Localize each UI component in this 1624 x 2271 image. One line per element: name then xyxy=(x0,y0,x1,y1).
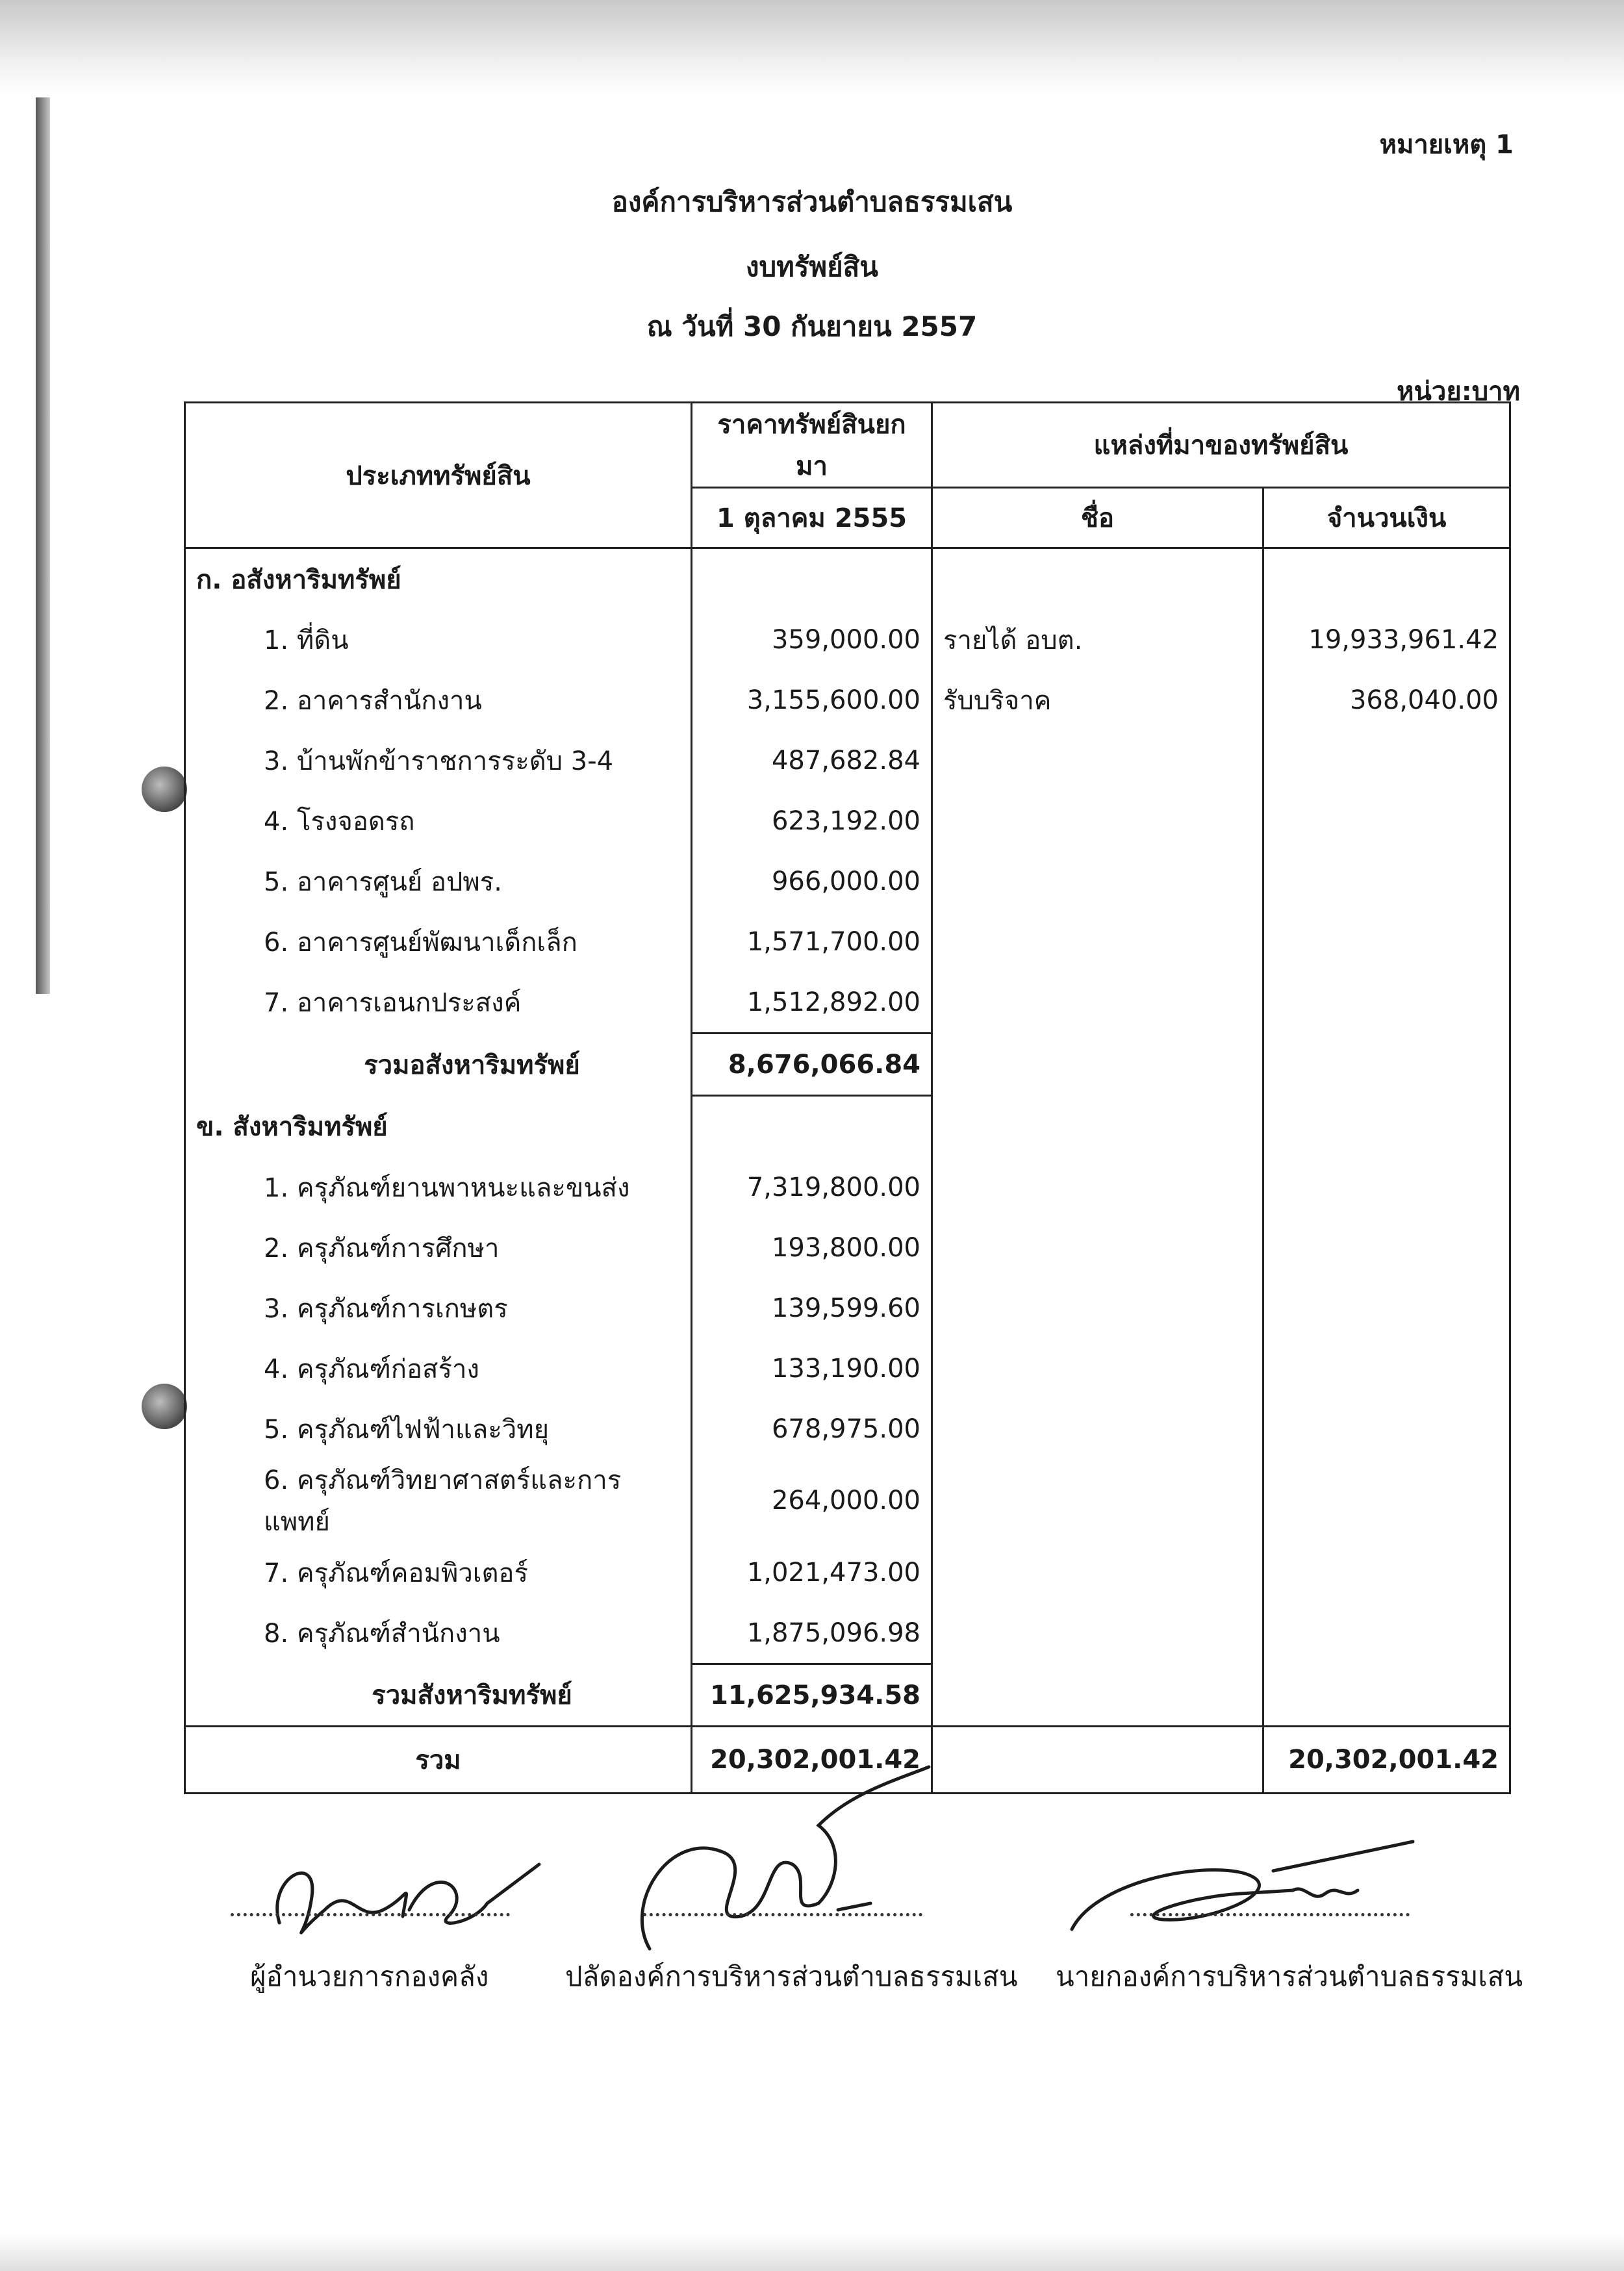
scan-shadow-left xyxy=(36,97,50,994)
asset-value: 1,571,700.00 xyxy=(692,911,932,972)
table-row xyxy=(185,1157,1510,1217)
table-row xyxy=(185,609,1510,670)
source-name: รับบริจาค xyxy=(932,670,1263,730)
section-b-title: ข. สังหาริมทรัพย์ xyxy=(185,1096,692,1158)
asset-label: 7. อาคารเอนกประสงค์ xyxy=(185,972,692,1034)
asset-value: 3,155,600.00 xyxy=(692,670,932,730)
asset-value: 1,512,892.00 xyxy=(692,972,932,1034)
note-label: หมายเหตุ 1 xyxy=(1379,130,1514,160)
section-a-row xyxy=(185,548,1510,610)
unit-label: หน่วย:บาท xyxy=(1397,377,1520,407)
grand-total-label: รวม xyxy=(185,1727,692,1794)
grand-total-amount: 20,302,001.42 xyxy=(1263,1727,1510,1794)
section-a-total-value: 8,676,066.84 xyxy=(692,1034,932,1096)
table-row xyxy=(185,851,1510,911)
table-row xyxy=(185,1399,1510,1459)
col-header-value-date: 1 ตุลาคม 2555 xyxy=(692,488,932,548)
asset-label: 2. ครุภัณฑ์การศึกษา xyxy=(185,1217,692,1278)
asset-value: 359,000.00 xyxy=(692,609,932,670)
asset-value: 1,875,096.98 xyxy=(692,1603,932,1664)
signature-scribble-2 xyxy=(624,1754,948,1968)
section-b-row xyxy=(185,1096,1510,1158)
col-header-source: แหล่งที่มาของทรัพย์สิน xyxy=(932,403,1510,488)
table-row xyxy=(185,1603,1510,1664)
table-row xyxy=(185,1278,1510,1338)
scan-shadow-top xyxy=(0,0,1624,97)
table-row xyxy=(185,1459,1510,1542)
section-a-title: ก. อสังหาริมทรัพย์ xyxy=(185,548,692,610)
document-date: ณ วันที่ 30 กันยายน 2557 xyxy=(646,311,978,342)
asset-label: 4. ครุภัณฑ์ก่อสร้าง xyxy=(185,1338,692,1399)
signature-title-3: นายกองค์การบริหารส่วนตำบลธรรมเสน xyxy=(1056,1960,1523,1992)
table-row xyxy=(185,972,1510,1034)
col-header-source-name: ชื่อ xyxy=(932,488,1263,548)
col-header-type: ประเภททรัพย์สิน xyxy=(185,403,692,548)
asset-label: 5. อาคารศูนย์ อปพร. xyxy=(185,851,692,911)
asset-value: 264,000.00 xyxy=(692,1459,932,1542)
table-row xyxy=(185,670,1510,730)
punch-hole-bottom xyxy=(142,1384,187,1429)
source-amount: 368,040.00 xyxy=(1263,670,1510,730)
col-header-value: ราคาทรัพย์สินยกมา xyxy=(692,403,932,488)
asset-value: 623,192.00 xyxy=(692,791,932,851)
asset-label: 8. ครุภัณฑ์สำนักงาน xyxy=(185,1603,692,1664)
asset-label: 1. ที่ดิน xyxy=(185,609,692,670)
signature-scribble-1 xyxy=(240,1780,565,1975)
table-row xyxy=(185,791,1510,851)
section-b-total-value: 11,625,934.58 xyxy=(692,1664,932,1727)
asset-label: 7. ครุภัณฑ์คอมพิวเตอร์ xyxy=(185,1542,692,1603)
col-header-source-amount: จำนวนเงิน xyxy=(1263,488,1510,548)
section-a-total-label: รวมอสังหาริมทรัพย์ xyxy=(185,1034,692,1096)
signature-scribble-3 xyxy=(1059,1780,1423,1975)
source-name: รายได้ อบต. xyxy=(932,609,1263,670)
punch-hole-top xyxy=(142,767,187,812)
org-name: องค์การบริหารส่วนตำบลธรรมเสน xyxy=(611,186,1013,218)
document-title: งบทรัพย์สิน xyxy=(745,251,879,283)
table-row xyxy=(185,911,1510,972)
signature-line-1 xyxy=(231,1913,510,1916)
section-a-total-row xyxy=(185,1034,1510,1096)
asset-value: 133,190.00 xyxy=(692,1338,932,1399)
asset-value: 487,682.84 xyxy=(692,730,932,791)
asset-value: 193,800.00 xyxy=(692,1217,932,1278)
table-row xyxy=(185,1338,1510,1399)
signature-line-3 xyxy=(1130,1913,1410,1916)
asset-label: 3. บ้านพักข้าราชการระดับ 3-4 xyxy=(185,730,692,791)
asset-label: 2. อาคารสำนักงาน xyxy=(185,670,692,730)
asset-label: 5. ครุภัณฑ์ไฟฟ้าและวิทยุ xyxy=(185,1399,692,1459)
asset-value: 7,319,800.00 xyxy=(692,1157,932,1217)
signature-chief-executive xyxy=(1059,1780,1423,1975)
asset-label: 6. อาคารศูนย์พัฒนาเด็กเล็ก xyxy=(185,911,692,972)
section-b-total-label: รวมสังหาริมทรัพย์ xyxy=(185,1664,692,1727)
signature-line-2 xyxy=(643,1913,922,1916)
asset-value: 966,000.00 xyxy=(692,851,932,911)
table-row xyxy=(185,1542,1510,1603)
source-amount: 19,933,961.42 xyxy=(1263,609,1510,670)
signature-title-1: ผู้อำนวยการกองคลัง xyxy=(250,1960,489,1992)
asset-table xyxy=(184,401,1511,1794)
asset-value: 1,021,473.00 xyxy=(692,1542,932,1603)
grand-total-value: 20,302,001.42 xyxy=(692,1727,932,1794)
asset-label: 1. ครุภัณฑ์ยานพาหนะและขนส่ง xyxy=(185,1157,692,1217)
scan-shadow-bottom xyxy=(0,2235,1624,2271)
table-row xyxy=(185,1217,1510,1278)
asset-label: 3. ครุภัณฑ์การเกษตร xyxy=(185,1278,692,1338)
asset-label: 4. โรงจอดรถ xyxy=(185,791,692,851)
signature-treasury-director xyxy=(240,1780,565,1975)
table-row xyxy=(185,730,1510,791)
asset-value: 139,599.60 xyxy=(692,1278,932,1338)
signature-chief-administrator xyxy=(624,1754,948,1949)
signature-title-2: ปลัดองค์การบริหารส่วนตำบลธรรมเสน xyxy=(565,1960,1018,1992)
section-b-total-row xyxy=(185,1664,1510,1727)
asset-label: 6. ครุภัณฑ์วิทยาศาสตร์และการแพทย์ xyxy=(185,1459,692,1542)
asset-value: 678,975.00 xyxy=(692,1399,932,1459)
